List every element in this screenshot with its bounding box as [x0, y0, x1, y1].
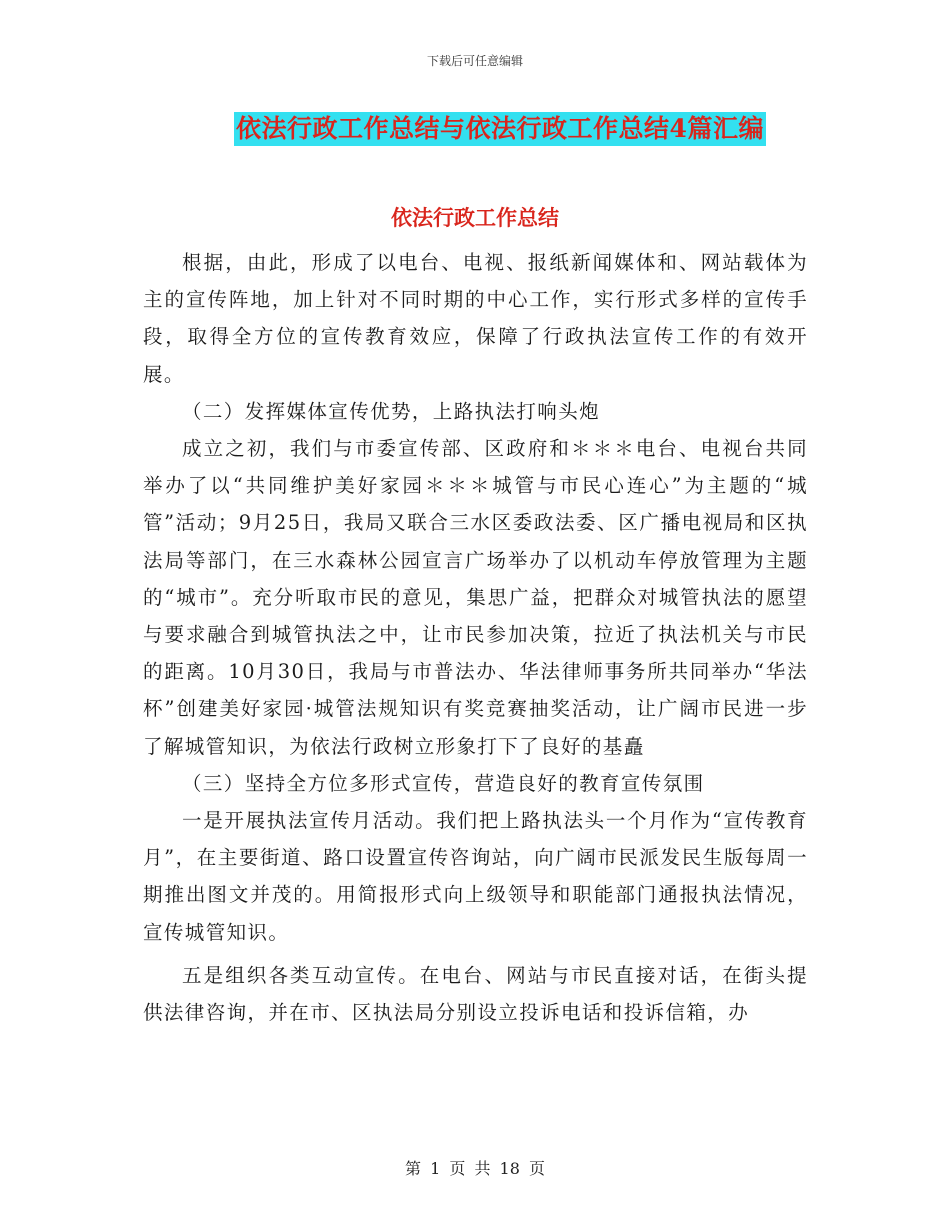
header-note: 下载后可任意编辑	[426, 54, 523, 68]
paragraph-1: 根据，由此，形成了以电台、电视、报纸新闻媒体和、网站载体为主的宣传阵地，加上针对不同时期的中心工作，实行形式多样的宣传手段，取得全方位的宣传教育效应，保障了行政执法宣传工作的有效开展。	[143, 251, 808, 386]
paragraph-6: 五是组织各类互动宣传。在电台、网站与市民直接对话，在街头提供法律咨询，并在市、区执法局分别设立投诉电话和投诉信箱，办	[143, 963, 808, 1025]
paragraph-5: 一是开展执法宣传月活动。我们把上路执法头一个月作为“宣传教育月”，在主要街道、路口设置宣传咨询站，向广阔市民派发民生版每周一期推出图文并茂的。用简报形式向上级领导和职能部门通报执法情况，宣传城管知识。	[143, 809, 808, 944]
section-title: 依法行政工作总结	[391, 205, 559, 230]
document-title-container	[0, 112, 950, 146]
document-body	[143, 244, 808, 1031]
paragraph-3: 成立之初，我们与市委宣传部、区政府和＊＊＊电台、电视台共同举办了以“共同维护美好家园＊＊＊城管与市民心连心”为主题的“城管”活动；9月25日，我局又联合三水区委政法委、区广播电视局和区执法局等部门，在三水森林公园宣言广场举办了以机动车停放管理为主题的“城市”。充分听取市民的意见，集思广益，把群众对城管执法的愿望与要求融合到城管执法之中，让市民参加决策，拉近了执法机关与市民的距离。10月30日，我局与市普法办、华法律师事务所共同举办“华法杯”创建美好家园·城管法规知识有奖竞赛抽奖活动，让广阔市民进一步了解城管知识，为依法行政树立形象打下了良好的基矗	[143, 437, 808, 758]
document-title: 依法行政工作总结与依法行政工作总结4篇汇编	[234, 112, 766, 146]
subheading-4: （三）坚持全方位多形式宣传，营造良好的教育宣传氛围	[182, 771, 705, 795]
subheading-2: （二）发挥媒体宣传优势，上路执法打响头炮	[182, 399, 601, 423]
page-number-footer: 第 1 页 共 18 页	[405, 1159, 545, 1178]
